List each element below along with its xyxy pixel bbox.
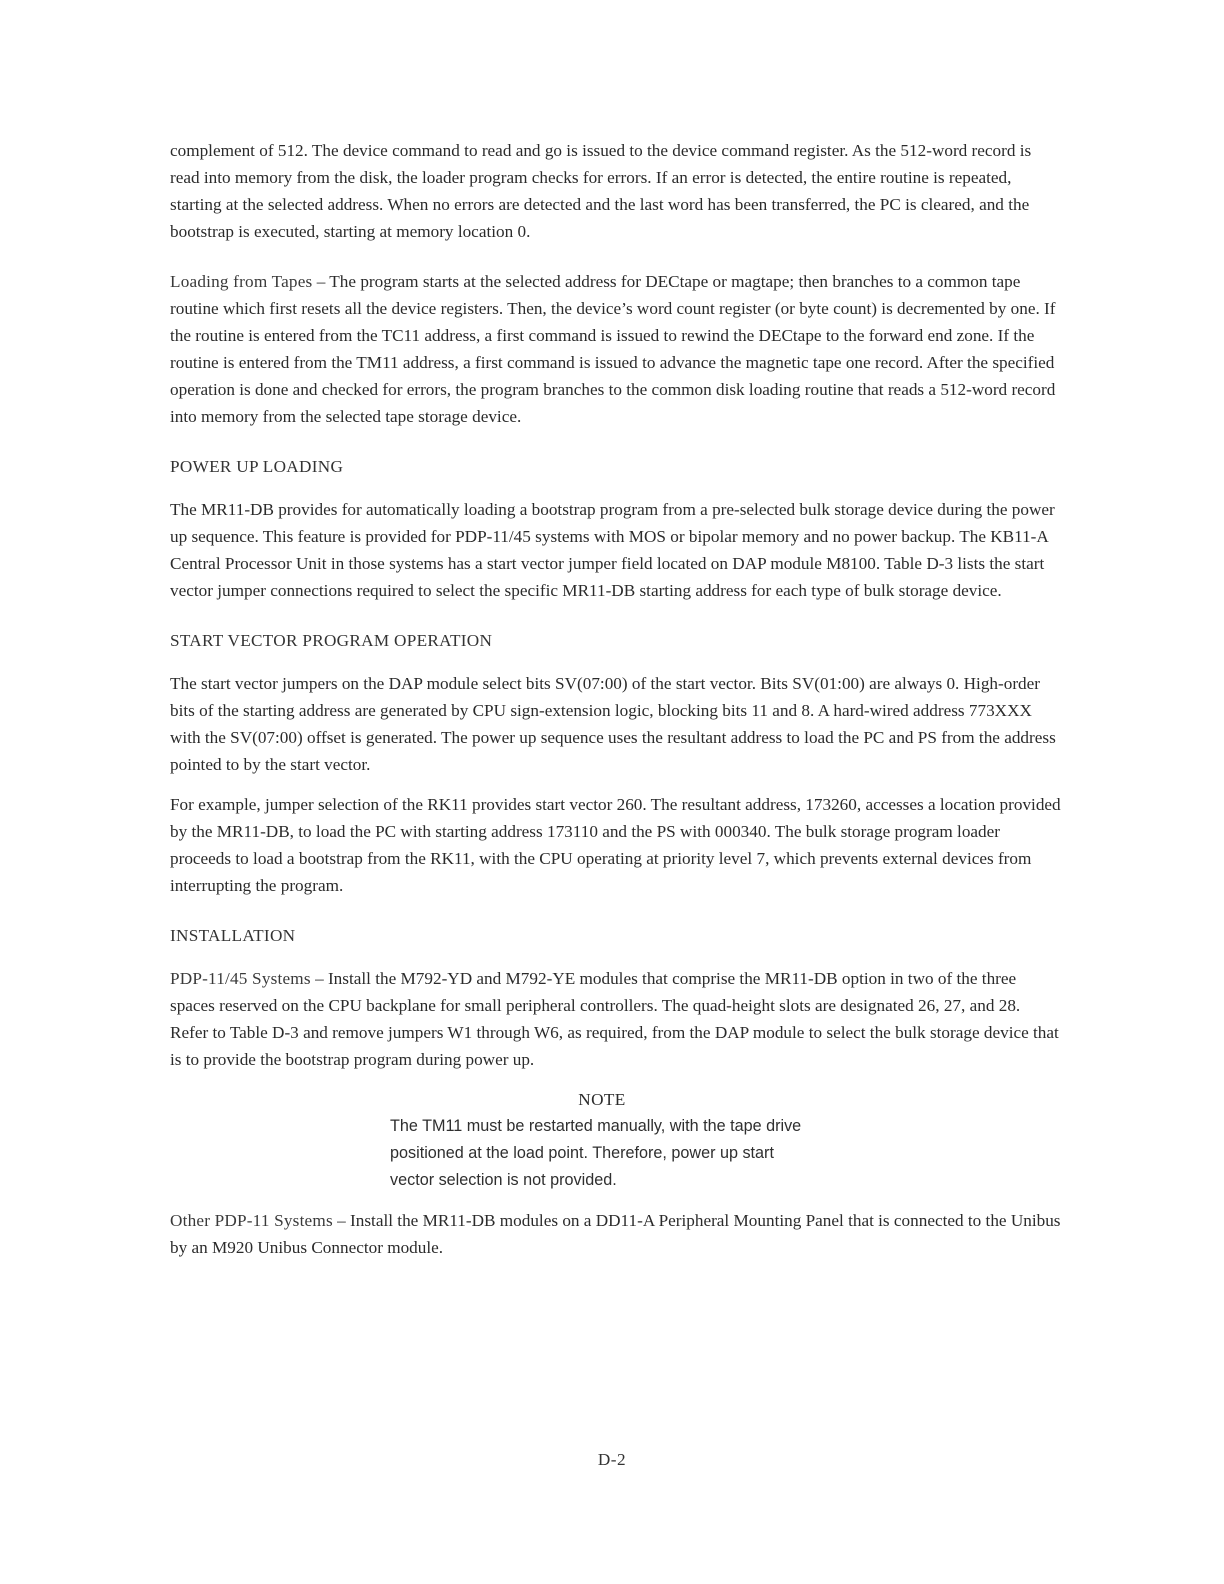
section-heading-installation: INSTALLATION: [170, 926, 296, 945]
run-in-heading-loading-from-tapes: Loading from Tapes: [170, 272, 313, 291]
section-heading-start-vector: START VECTOR PROGRAM OPERATION: [170, 631, 493, 650]
paragraph-example: For example, jumper selection of the RK11 provides start vector 260. The resultant address, 173260, accesses a location provided by the MR11-DB, to load the PC with starting address 173110 and the PS with 000340. The bulk storage program loader proceeds to load a bootstrap from the RK11, with the CPU operating at priority level 7, which prevents external devices from interrupting the program.: [170, 795, 1061, 895]
run-in-heading-other-pdp-11: Other PDP-11 Systems: [170, 1211, 333, 1230]
document-page: [170, 137, 1062, 1261]
paragraph-body: – The program starts at the selected address for DECtape or magtape; then branches to a common tape routine which first resets all the device registers. Then, the device’s word count register (or byte count) is decremented by one. If the routine is entered from the TC11 address, a first command is issued to rewind the DECtape to the forward end zone. If the routine is entered from the TM11 address, a first command is issued to advance the magnetic tape one record. After the specified operation is done and checked for errors, the program branches to the common disk loading routine that reads a 512-word record into memory from the selected tape storage device.: [170, 272, 1056, 426]
note-body: The TM11 must be restarted manually, with the tape drive positioned at the load point. Therefore, power up start vector selection is not provided.: [390, 1117, 802, 1189]
note-box: [390, 1086, 850, 1194]
paragraph-start-vector-jumpers: The start vector jumpers on the DAP module select bits SV(07:00) of the start vector. Bits SV(01:00) are always 0. High-order bits of the starting address are generated by CPU sign-extension logic, blocking bits 11 and 8. A hard-wired address 773XXX with the SV(07:00) offset is generated. The power up sequence uses the resultant address to load the PC and PS from the address pointed to by the start vector.: [170, 674, 1056, 774]
note-title: NOTE: [578, 1090, 626, 1109]
paragraph-body: – Install the MR11-DB modules on a DD11-A Peripheral Mounting Panel that is connected to the Unibus by an M920 Unibus Connector module.: [170, 1211, 1061, 1257]
run-in-heading-pdp-11-45: PDP-11/45 Systems: [170, 969, 311, 988]
paragraph-disk-loading: complement of 512. The device command to read and go is issued to the device command register. As the 512-word record is read into memory from the disk, the loader program checks for errors. If an error is detected, the entire routine is repeated, starting at the selected address. When no errors are detected and the last word has been transferred, the PC is cleared, and the bootstrap is executed, starting at memory location 0.: [170, 141, 1032, 241]
paragraph-loading-from-tapes: [170, 268, 1062, 430]
paragraph-body: – Install the M792-YD and M792-YE modules that comprise the MR11-DB option in two of the three spaces reserved on the CPU backplane for small peripheral controllers. The quad-height slots are designated 26, 27, and 28. Refer to Table D-3 and remove jumpers W1 through W6, as required, from the DAP module to select the bulk storage device that is to provide the bootstrap program during power up.: [170, 969, 1059, 1069]
page-number: D-2: [597, 1450, 627, 1469]
section-heading-power-up-loading: POWER UP LOADING: [170, 457, 344, 476]
paragraph-power-up-loading: The MR11-DB provides for automatically loading a bootstrap program from a pre-selected bulk storage device during the power up sequence. This feature is provided for PDP-11/45 systems with MOS or bipolar memory and no power backup. The KB11-A Central Processor Unit in those systems has a start vector jumper field located on DAP module M8100. Table D-3 lists the start vector jumper connections required to select the specific MR11-DB starting address for each type of bulk storage device.: [170, 500, 1055, 600]
paragraph-pdp-11-45-systems: [170, 965, 1062, 1073]
paragraph-other-pdp-11-systems: [170, 1207, 1062, 1261]
